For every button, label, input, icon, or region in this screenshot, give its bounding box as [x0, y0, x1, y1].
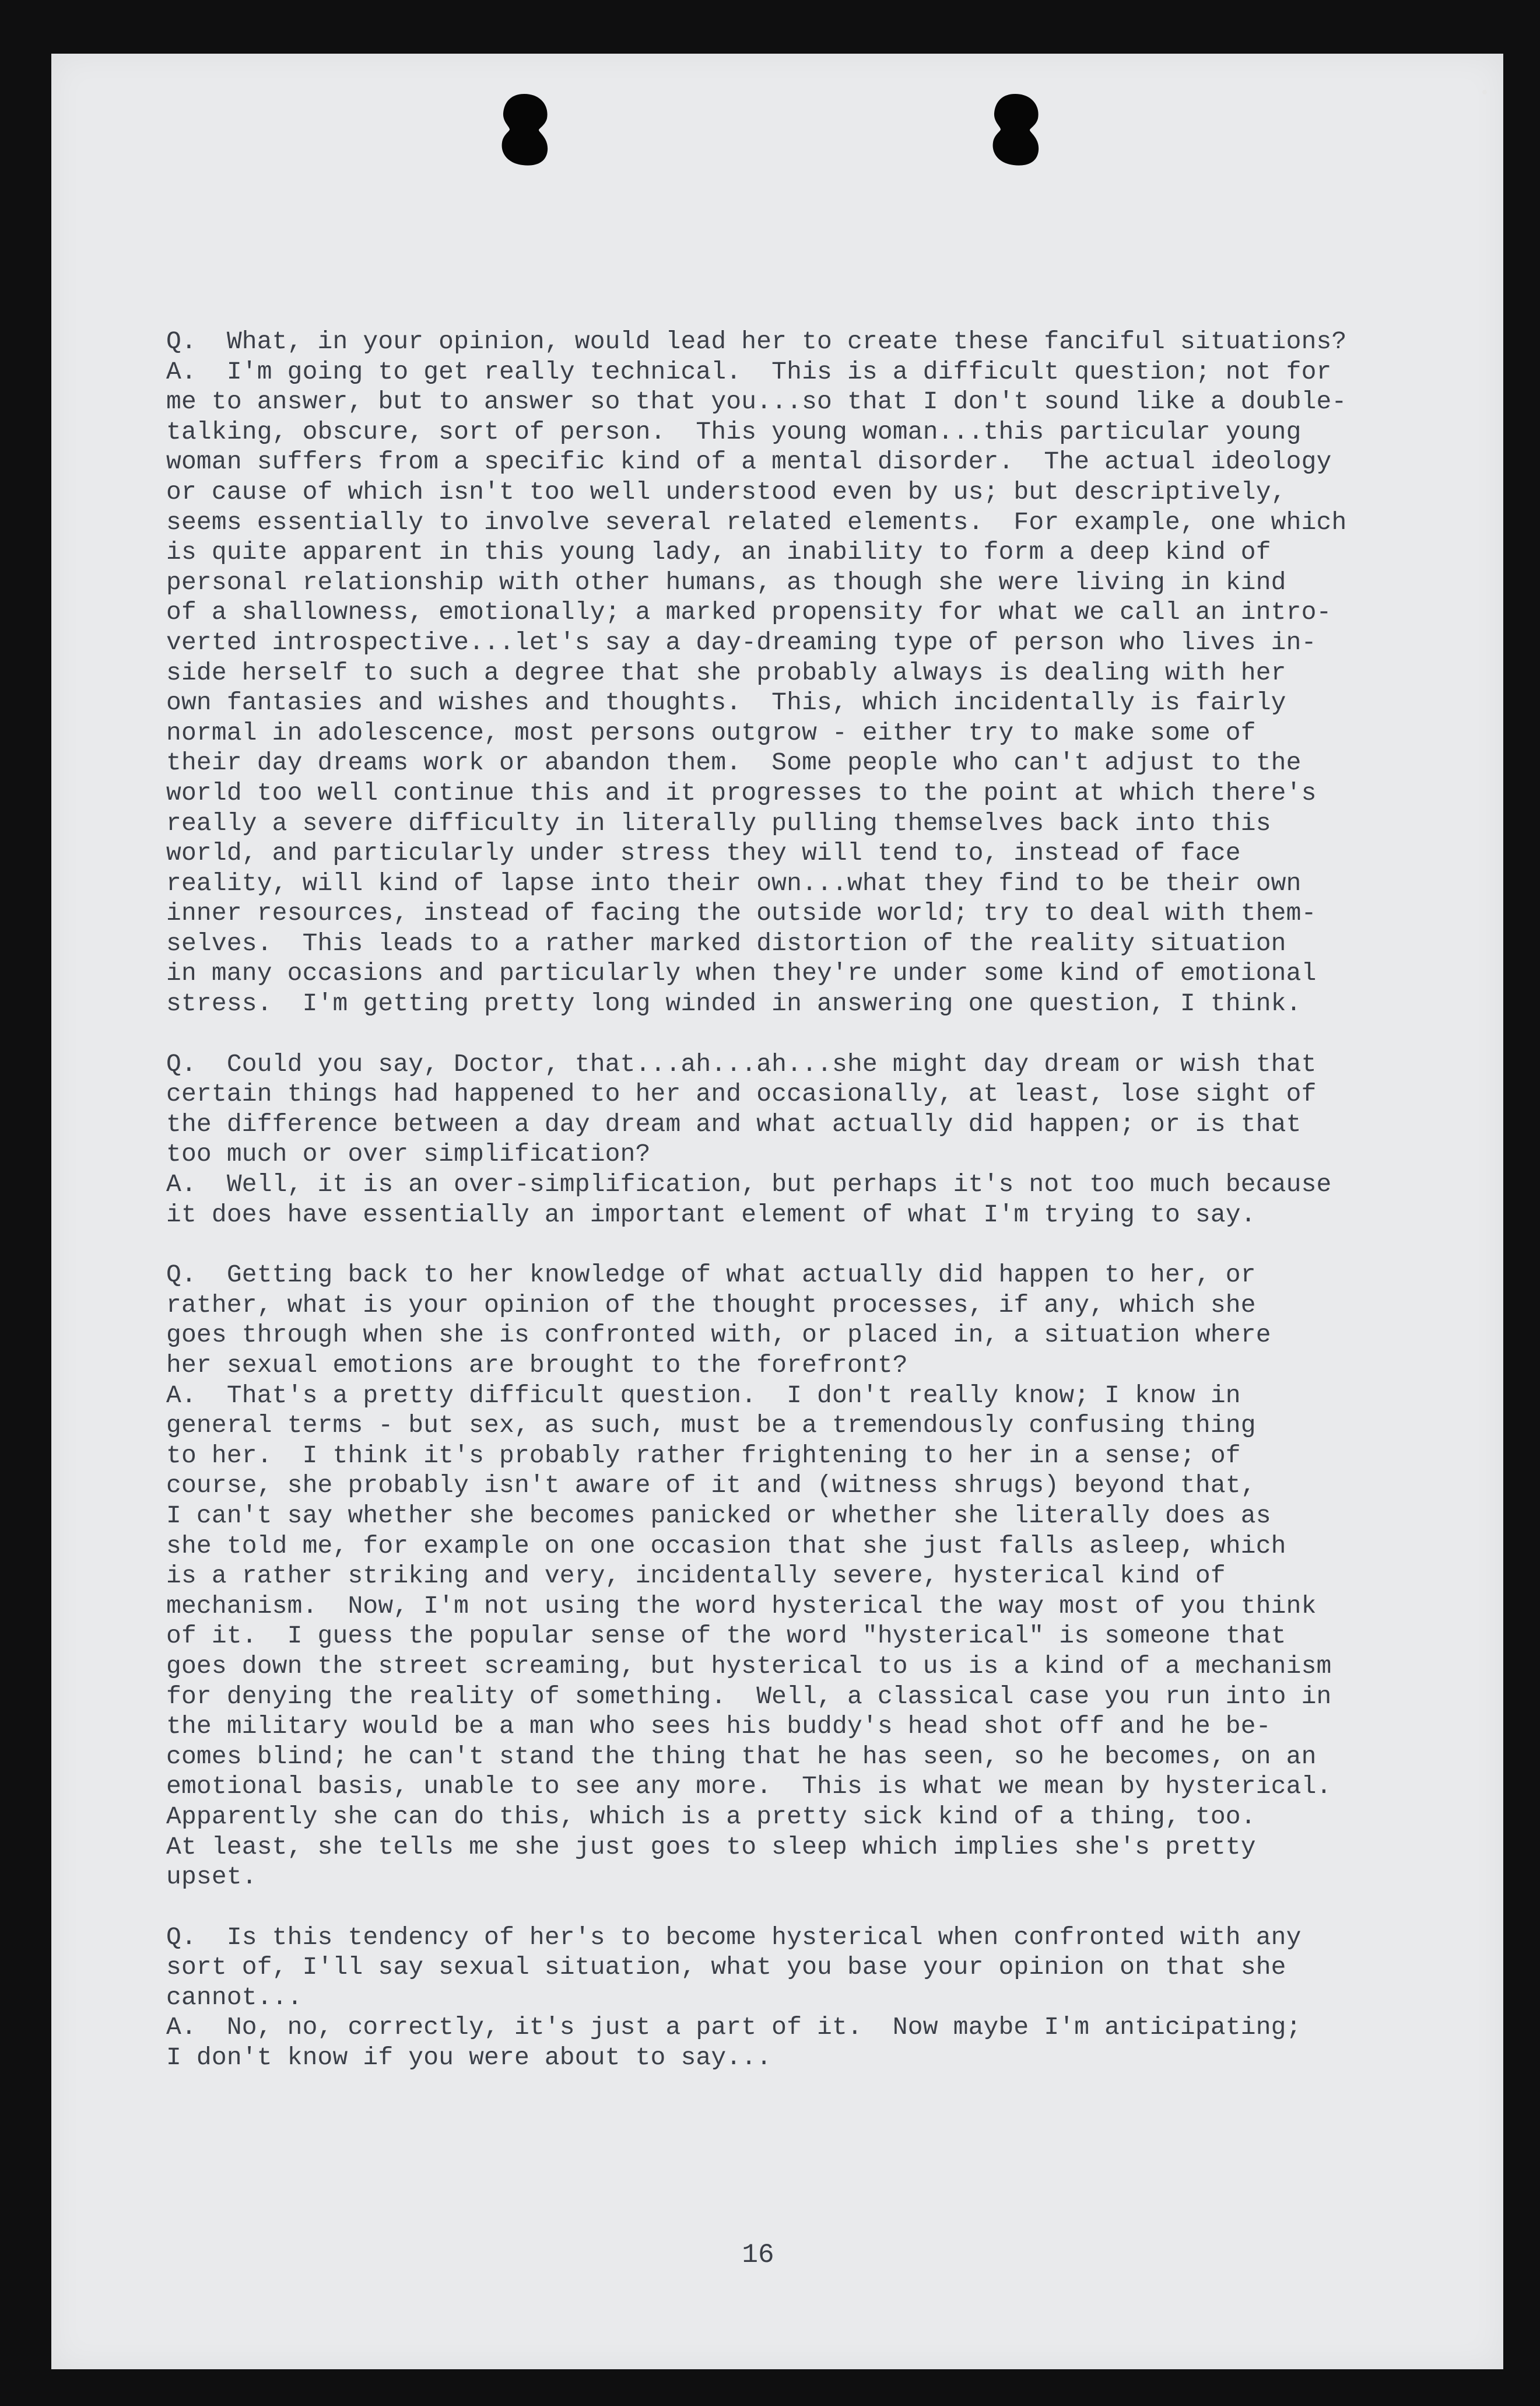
transcript-line: world too well continue this and it progresses to the point at which there's — [166, 778, 1317, 807]
paper-speck-mark — [1482, 90, 1487, 94]
transcript-line: rather, what is your opinion of the thought processes, if any, which she — [166, 1290, 1256, 1319]
exchange-1 — [166, 327, 1402, 1019]
transcript-line: emotional basis, unable to see any more. This is what we mean by hysterical. — [166, 1772, 1332, 1801]
transcript-line: stress. I'm getting pretty long winded in answering one question, I think. — [166, 989, 1302, 1018]
transcript-line: it does have essentially an important element of what I'm trying to say. — [166, 1200, 1256, 1229]
transcript-line: Apparently she can do this, which is a pretty sick kind of a thing, too. — [166, 1802, 1256, 1831]
transcript-line: A. That's a pretty difficult question. I don't really know; I know in — [166, 1381, 1241, 1410]
transcript-line: personal relationship with other humans, as though she were living in kind — [166, 568, 1286, 597]
transcript-line: of it. I guess the popular sense of the word "hysterical" is someone that — [166, 1621, 1286, 1651]
transcript-line: verted introspective...let's say a day-dreaming type of person who lives in- — [166, 628, 1317, 657]
transcript-line: A. No, no, correctly, it's just a part of it. Now maybe I'm anticipating; — [166, 2013, 1302, 2042]
transcript-line: is quite apparent in this young lady, an inability to form a deep kind of — [166, 538, 1271, 567]
transcript-line: goes down the street screaming, but hysterical to us is a kind of a mechanism — [166, 1651, 1332, 1680]
transcript-line: is a rather striking and very, incidentally severe, hysterical kind of — [166, 1561, 1226, 1591]
transcript-line: A. Well, it is an over-simplification, but perhaps it's not too much because — [166, 1170, 1332, 1199]
transcript-line: Q. What, in your opinion, would lead her to create these fanciful situations? — [166, 327, 1347, 356]
transcript-line: talking, obscure, sort of person. This young woman...this particular young — [166, 417, 1302, 446]
transcript-line: I can't say whether she becomes panicked or whether she literally does as — [166, 1501, 1271, 1530]
transcript-line: or cause of which isn't too well understood even by us; but descriptively, — [166, 477, 1286, 506]
transcript-line: certain things had happened to her and occasionally, at least, lose sight of — [166, 1080, 1317, 1109]
transcript-line: goes through when she is confronted with, or placed in, a situation where — [166, 1321, 1271, 1350]
transcript-line: side herself to such a degree that she probably always is dealing with her — [166, 658, 1286, 687]
transcript-line: At least, she tells me she just goes to sleep which implies she's pretty — [166, 1832, 1256, 1861]
paragraph-gap — [166, 1019, 1402, 1049]
transcript-line: I don't know if you were about to say... — [166, 2043, 772, 2072]
transcript-line: me to answer, but to answer so that you...so that I don't sound like a double- — [166, 387, 1347, 416]
transcript-line: comes blind; he can't stand the thing that he has seen, so he becomes, on an — [166, 1742, 1317, 1771]
paragraph-gap — [166, 1230, 1402, 1260]
transcript-line: the military would be a man who sees his buddy's head shot off and he be- — [166, 1712, 1271, 1741]
transcript-line: to her. I think it's probably rather frightening to her in a sense; of — [166, 1441, 1241, 1470]
transcript-line: cannot... — [166, 1983, 303, 2012]
page-number: 16 — [742, 2240, 774, 2270]
transcript-line: Q. Getting back to her knowledge of what actually did happen to her, or — [166, 1260, 1256, 1290]
binder-hole-left — [498, 92, 550, 167]
transcript-line: mechanism. Now, I'm not using the word hysterical the way most of you think — [166, 1591, 1317, 1620]
transcript-line: inner resources, instead of facing the outside world; try to deal with them- — [166, 899, 1317, 928]
transcript-line: general terms - but sex, as such, must be a tremendously confusing thing — [166, 1411, 1256, 1440]
transcript-line: too much or over simplification? — [166, 1140, 651, 1169]
transcript-line: seems essentially to involve several related elements. For example, one which — [166, 507, 1347, 537]
transcript-line: A. I'm going to get really technical. This is a difficult question; not for — [166, 357, 1332, 386]
exchange-4 — [166, 1922, 1402, 2073]
transcript-line: world, and particularly under stress they will tend to, instead of face — [166, 839, 1241, 868]
transcript-line: Q. Could you say, Doctor, that...ah...ah...she might day dream or wish that — [166, 1049, 1317, 1078]
transcript-line: reality, will kind of lapse into their own...what they find to be their own — [166, 868, 1302, 898]
paragraph-gap — [166, 1892, 1402, 1922]
transcript-line: woman suffers from a specific kind of a mental disorder. The actual ideology — [166, 447, 1332, 477]
transcript-line: her sexual emotions are brought to the forefront? — [166, 1351, 908, 1379]
transcript-line: normal in adolescence, most persons outgrow - either try to make some of — [166, 718, 1256, 747]
transcript-line: Q. Is this tendency of her's to become hysterical when confronted with any — [166, 1922, 1302, 1952]
transcript-line: selves. This leads to a rather marked distortion of the reality situation — [166, 929, 1286, 958]
transcript-line: own fantasies and wishes and thoughts. This, which incidentally is fairly — [166, 688, 1286, 717]
transcript-line: sort of, I'll say sexual situation, what you base your opinion on that she — [166, 1953, 1286, 1982]
transcript-line: their day dreams work or abandon them. Some people who can't adjust to the — [166, 748, 1302, 778]
transcript-line: in many occasions and particularly when they're under some kind of emotional — [166, 959, 1317, 988]
transcript-line: the difference between a day dream and what actually did happen; or is that — [166, 1109, 1302, 1139]
transcript-line: of a shallowness, emotionally; a marked propensity for what we call an intro- — [166, 598, 1332, 627]
transcript-line: really a severe difficulty in literally pulling themselves back into this — [166, 808, 1271, 838]
exchange-2 — [166, 1049, 1402, 1230]
transcript-line: for denying the reality of something. Well, a classical case you run into in — [166, 1682, 1332, 1711]
transcript-line: upset. — [166, 1862, 257, 1892]
exchange-3 — [166, 1260, 1402, 1892]
transcript-line: course, she probably isn't aware of it and (witness shrugs) beyond that, — [166, 1471, 1256, 1500]
transcript-content — [166, 327, 1402, 2073]
binder-hole-right — [989, 92, 1041, 167]
transcript-line: she told me, for example on one occasion that she just falls asleep, which — [166, 1531, 1286, 1560]
